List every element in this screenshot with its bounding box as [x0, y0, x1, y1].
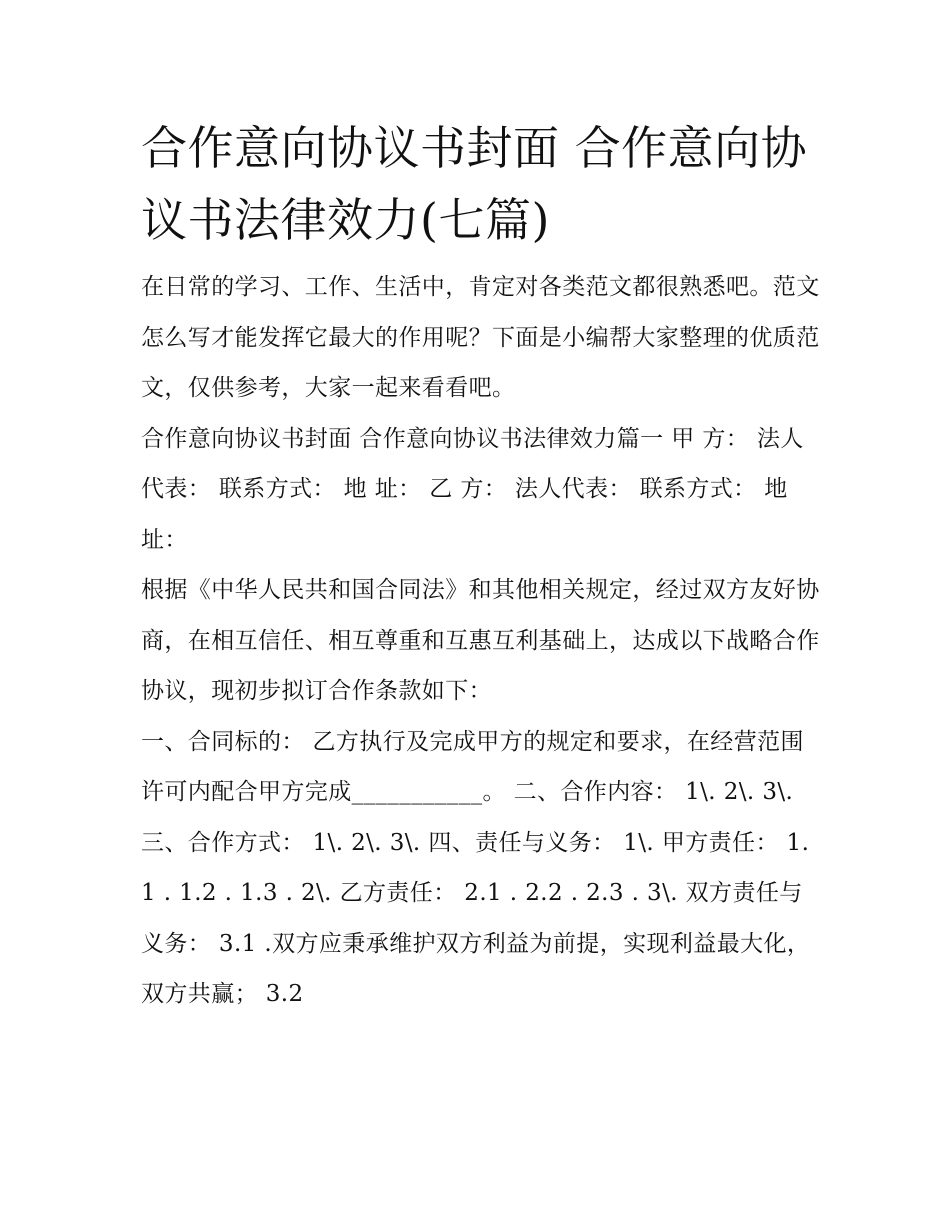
paragraph-intro: 在日常的学习、工作、生活中，肯定对各类范文都很熟悉吧。范文怎么写才能发挥它最大的作用呢？下面是小编帮大家整理的优质范文，仅供参考，大家一起来看看吧。: [141, 274, 820, 401]
paragraph-clause-3-4: 三、合作方式： 1\. 2\. 3\. 四、责任与义务： 1\. 甲方责任： 1.1 . 1.2 . 1.3 . 2\. 乙方责任： 2.1 . 2.2 . 2.3 . 3\. 双方责任与义务： 3.1 .双方应秉承维护双方利益为前提，实现利益最大化，双方共赢； 3.2: [141, 829, 811, 1007]
document-page: [141, 112, 821, 1020]
paragraph-parties: 合作意向协议书封面 合作意向协议书法律效力篇一 甲 方： 法人代表： 联系方式： 地 址： 乙 方： 法人代表： 联系方式： 地 址：: [141, 425, 804, 553]
document-title: 合作意向协议书封面 合作意向协议书法律效力(七篇): [141, 121, 808, 247]
paragraph-basis: 根据《中华人民共和国合同法》和其他相关规定，经过双方友好协商，在相互信任、相互尊重和互惠互利基础上，达成以下战略合作协议，现初步拟订合作条款如下：: [141, 577, 820, 704]
paragraph-clause-1-2: 一、合同标的： 乙方执行及完成甲方的规定和要求，在经营范围许可内配合甲方完成___________。 二、合作内容： 1\. 2\. 3\.: [141, 728, 804, 805]
